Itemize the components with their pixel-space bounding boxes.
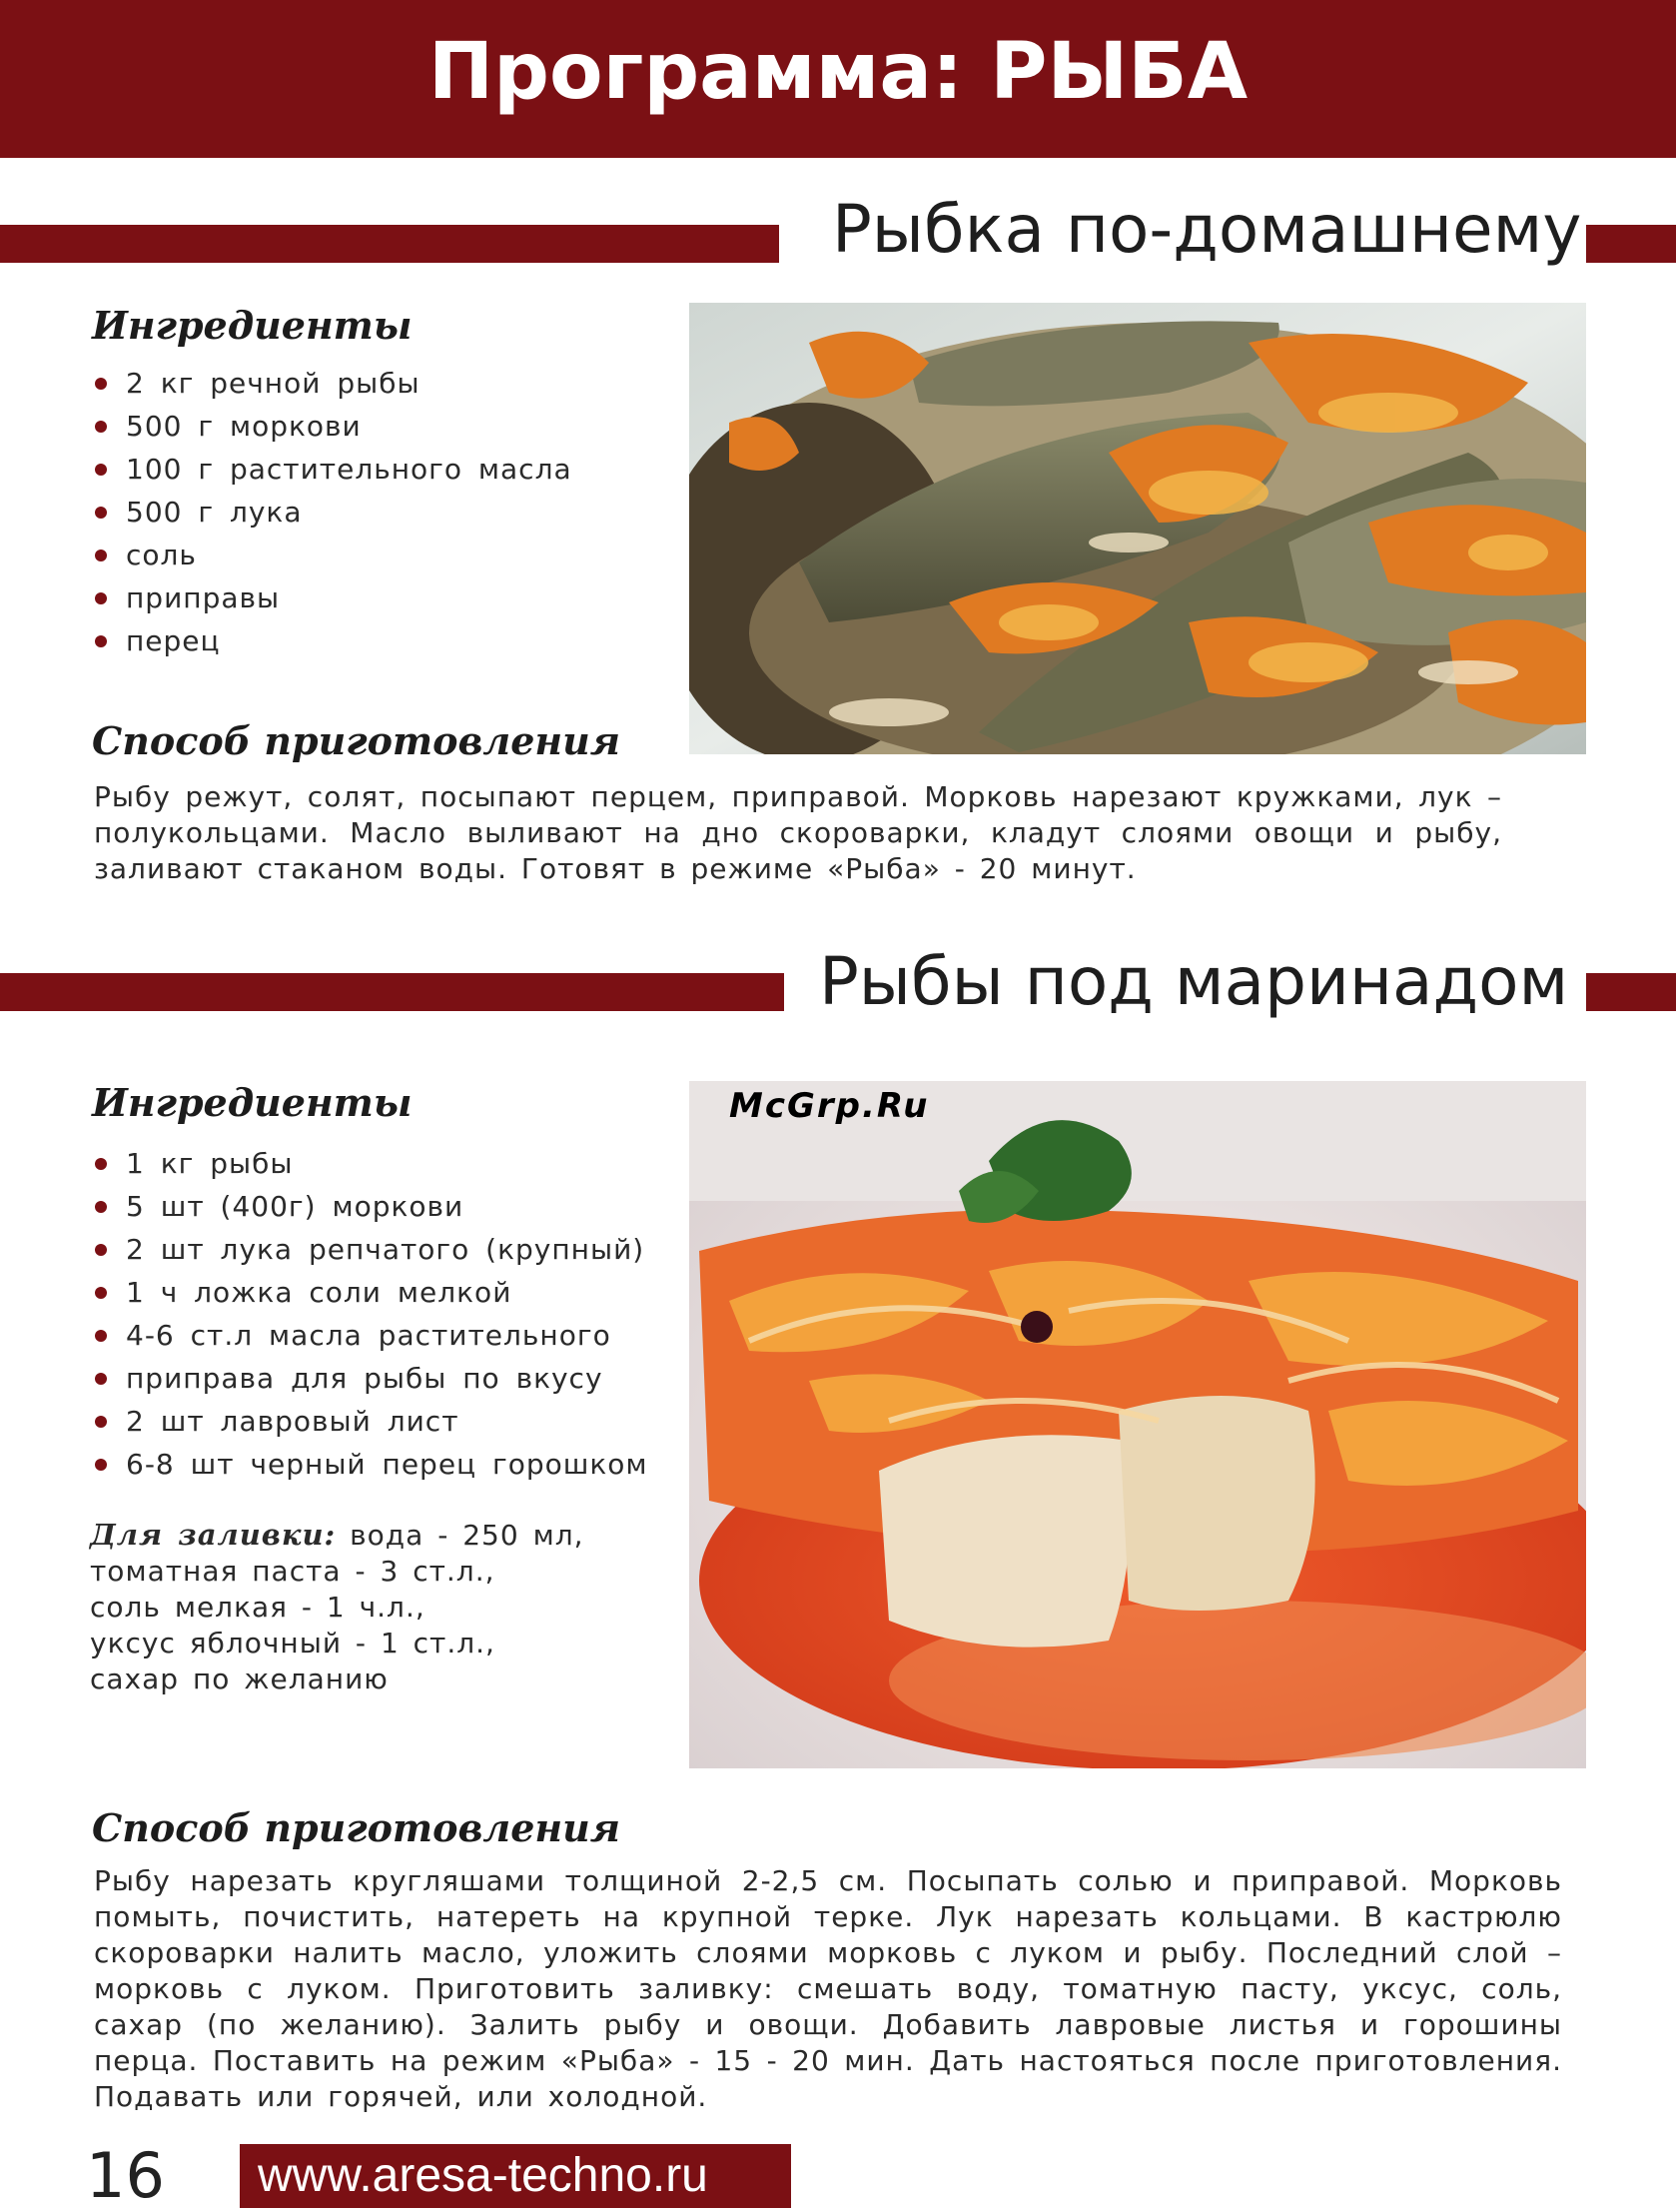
recipe2-ingredients-list: [92, 1142, 648, 1486]
list-item: 500 г моркови: [92, 405, 572, 448]
recipe2-method-heading: Способ приготовления: [92, 1805, 620, 1850]
filling-line: томатная паста - 3 ст.л.,: [90, 1555, 495, 1588]
footer-url-link[interactable]: www.aresa-techno.ru: [240, 2144, 791, 2208]
watermark-text: McGrp.Ru: [729, 1086, 930, 1126]
list-item: 6-8 шт черный перец горошком: [92, 1443, 648, 1486]
list-item: 100 г растительного масла: [92, 448, 572, 491]
list-item: перец: [92, 619, 572, 662]
recipe1-ingredients-heading: Ингредиенты: [92, 303, 413, 348]
list-item: соль: [92, 534, 572, 576]
title-rule-left: [0, 973, 784, 1011]
fish-dish-image: [689, 303, 1586, 754]
marinated-fish-image: [689, 1081, 1586, 1768]
recipe2-method-text: Рыбу нарезать кругляшами толщиной 2-2,5 см. Посыпать солью и приправой. Морковь помыть, почистить, натереть на крупной терке. Лук нарезать кольцами. В кастрюлю скороварки налить масло, уложить слоями морковь с луком и рыбу. Последний слой – морковь с луком. Приготовить заливку: смешать воду, томатную пасту, уксус, соль, сахар (по желанию). Залить рыбу и овощи. Добавить лавровые листья и горошины перца. Поставить на режим «Рыба» - 15 - 20 мин. Дать настояться после приготовления. Подавать или горячей, или холодной.: [94, 1864, 1562, 2113]
filling-line: соль мелкая - 1 ч.л.,: [90, 1591, 425, 1624]
recipe1-title: Рыбка по-домашнему: [832, 191, 1582, 268]
title-rule-left: [0, 225, 779, 263]
list-item: 500 г лука: [92, 491, 572, 534]
recipe1-method-text: Рыбу режут, солят, посыпают перцем, приправой. Морковь нарезают кружками, лук – полукольцами. Масло выливают на дно скороварки, кладут слоями овощи и рыбу, заливают стаканом воды. Готовят в режиме «Рыба» - 20 минут.: [94, 780, 1502, 885]
recipe1-photo: [689, 303, 1586, 754]
title-rule-right: [1586, 973, 1676, 1011]
recipe1-method-heading: Способ приготовления: [92, 718, 620, 763]
list-item: 1 кг рыбы: [92, 1142, 648, 1185]
list-item: 2 кг речной рыбы: [92, 362, 572, 405]
filling-line: вода - 250 мл,: [350, 1519, 584, 1552]
filling-line: сахар по желанию: [90, 1662, 389, 1695]
list-item: приправа для рыбы по вкусу: [92, 1357, 648, 1400]
list-item: приправы: [92, 576, 572, 619]
filling-label: Для заливки:: [90, 1518, 337, 1552]
list-item: 5 шт (400г) моркови: [92, 1185, 648, 1228]
recipe2-photo: [689, 1081, 1586, 1768]
filling-line: уксус яблочный - 1 ст.л.,: [90, 1627, 495, 1659]
list-item: 1 ч ложка соли мелкой: [92, 1271, 648, 1314]
title-rule-right: [1586, 225, 1676, 263]
page-title: Программа: РЫБА: [427, 27, 1249, 117]
recipe2-filling: [90, 1517, 689, 1697]
list-item: 4-6 ст.л масла растительного: [92, 1314, 648, 1357]
recipe2-title: Рыбы под маринадом: [819, 943, 1569, 1020]
list-item: 2 шт лука репчатого (крупный): [92, 1228, 648, 1271]
recipe1-ingredients-list: [92, 362, 572, 662]
page-number: 16: [86, 2139, 165, 2212]
list-item: 2 шт лавровый лист: [92, 1400, 648, 1443]
recipe2-ingredients-heading: Ингредиенты: [92, 1080, 413, 1125]
